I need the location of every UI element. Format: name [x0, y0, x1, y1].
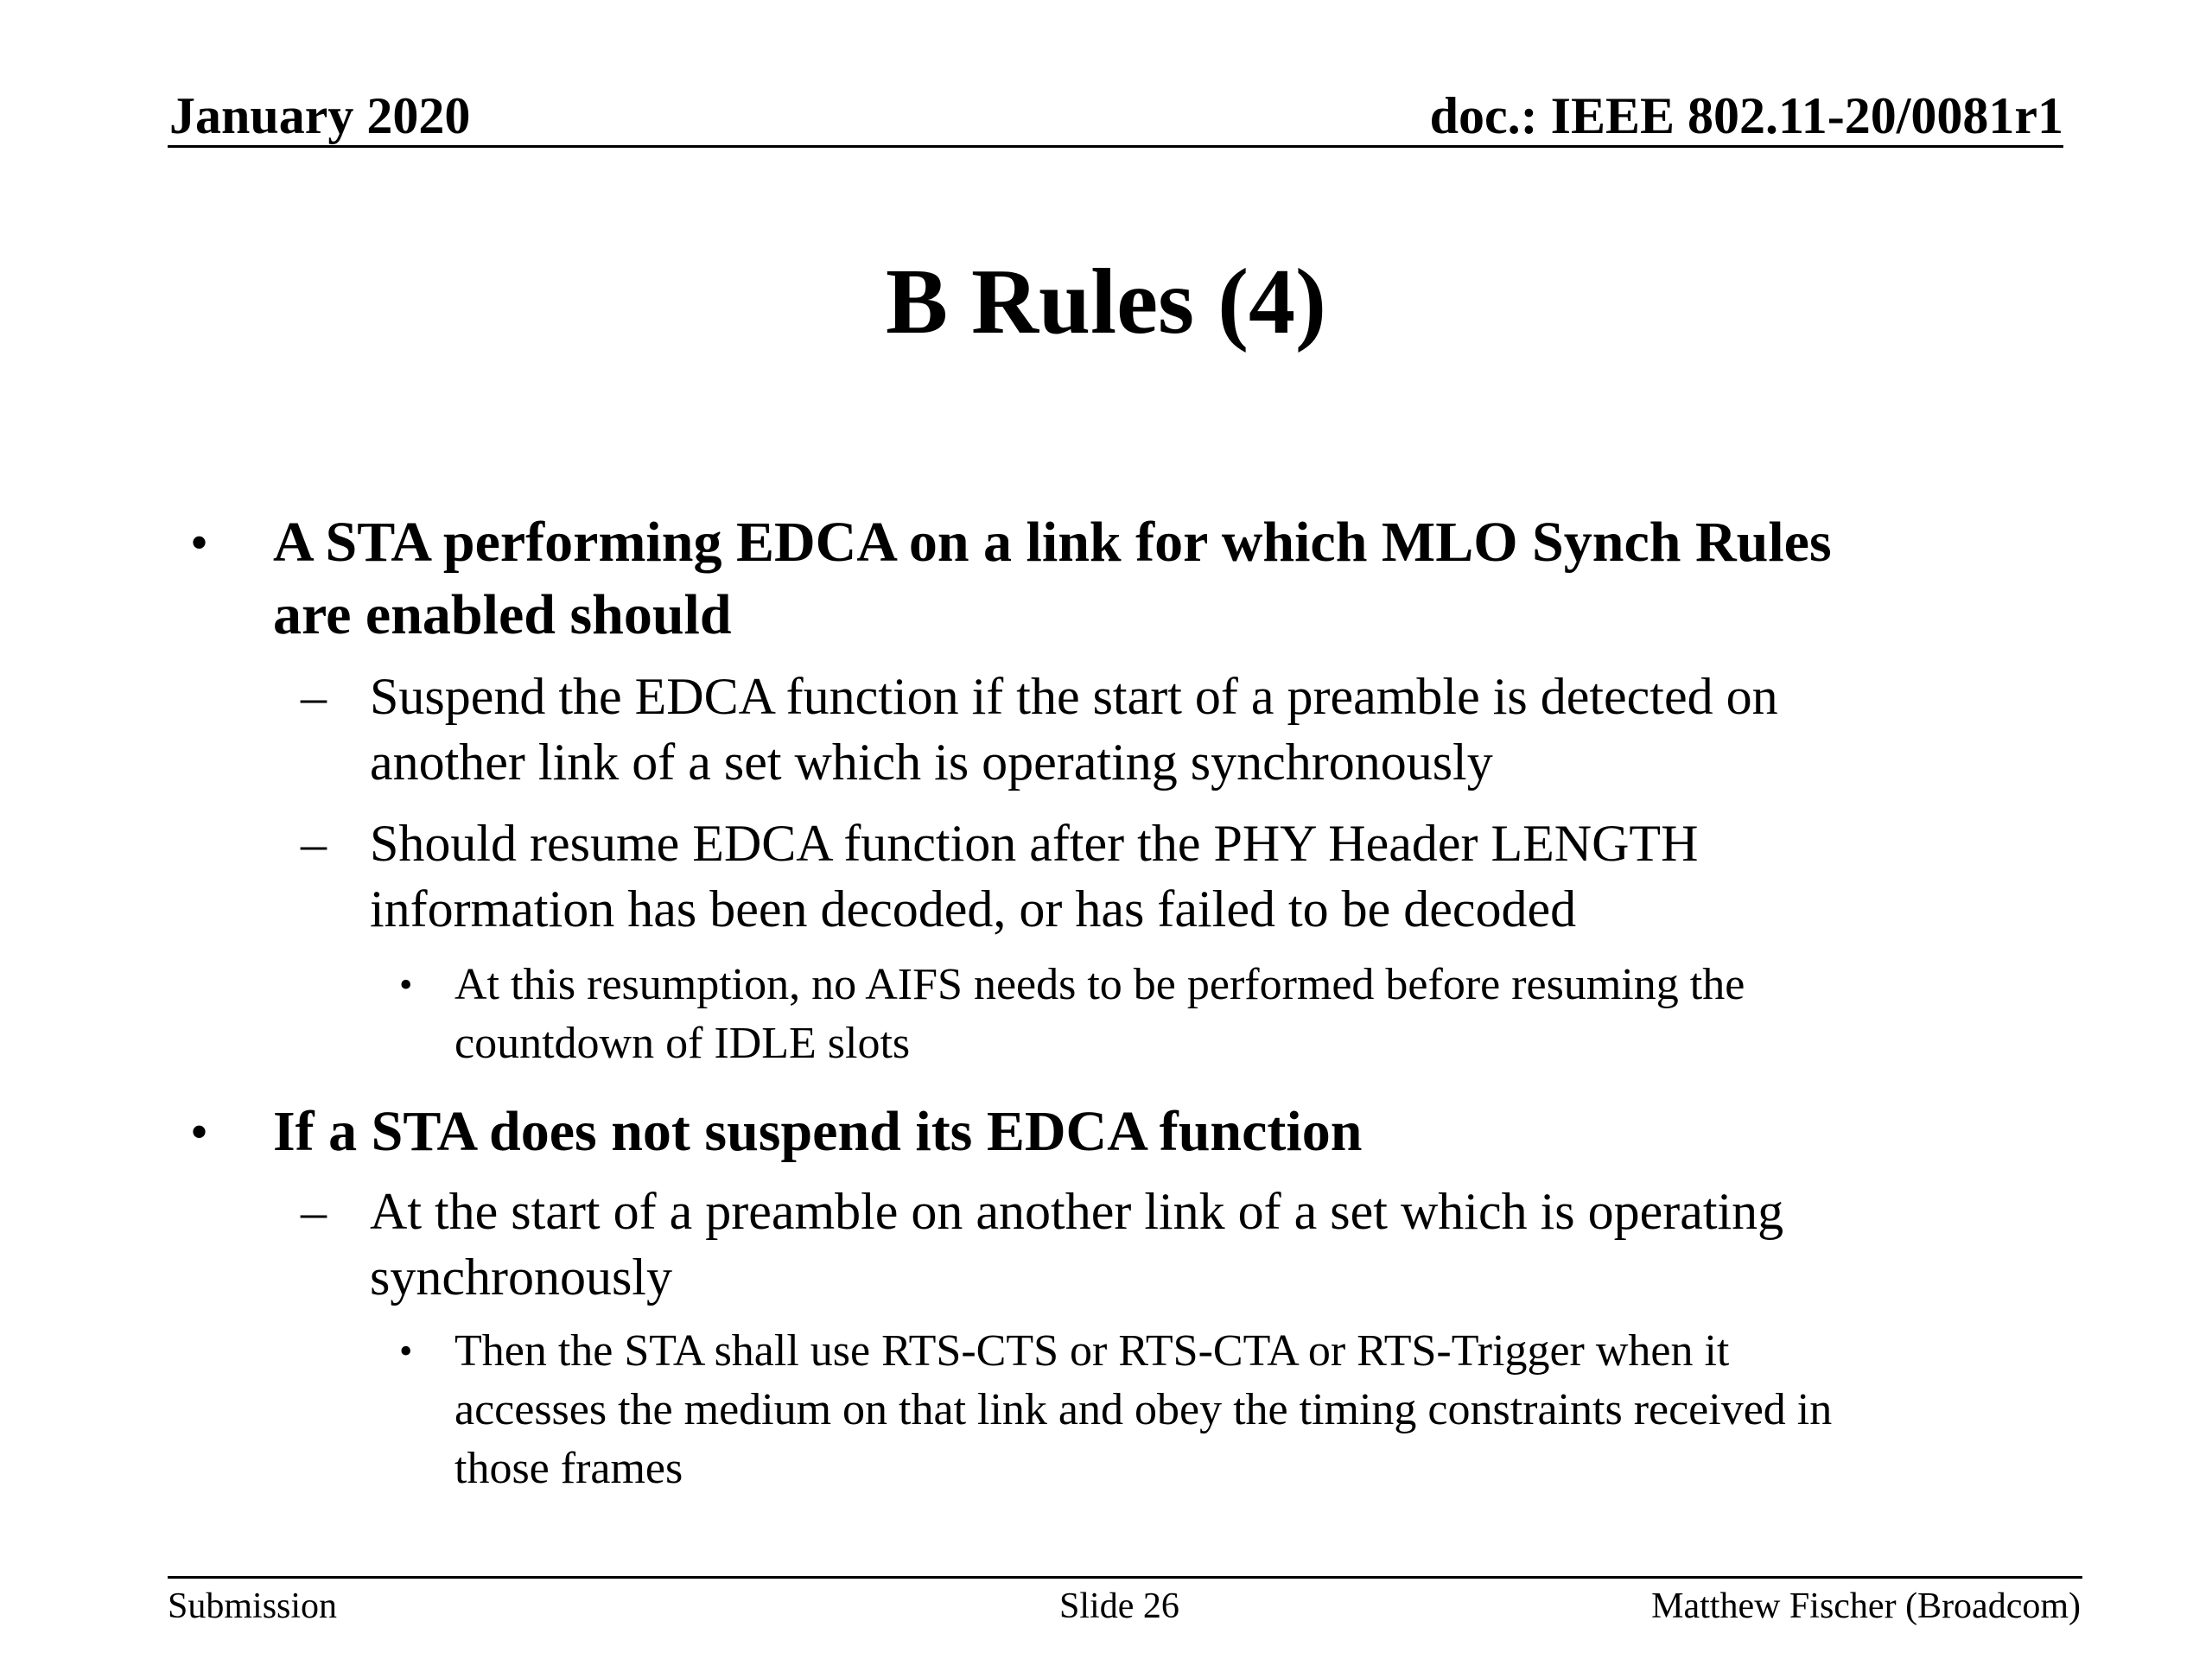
- bullet-line: If a STA does not suspend its EDCA function: [273, 1100, 1363, 1163]
- slide-title: B Rules (4): [886, 251, 1326, 353]
- bullet-line: are enabled should: [273, 583, 732, 646]
- sub-bullet-line: Should resume EDCA function after the PHY Header LENGTH: [370, 815, 1699, 872]
- footer-submission: Submission: [168, 1586, 338, 1626]
- bullet-line: A STA performing EDCA on a link for which MLO Synch Rules: [273, 511, 1832, 574]
- sub-bullet-line: At the start of a preamble on another link of a set which is operating: [370, 1183, 1784, 1240]
- sub-bullet-line: information has been decoded, or has failed to be decoded: [370, 880, 1577, 938]
- sub-sub-bullet-line: Then the STA shall use RTS-CTS or RTS-CTA or RTS-Trigger when it: [454, 1326, 1730, 1376]
- sub-bullet-marker: –: [301, 1183, 327, 1240]
- bullet-marker: •: [190, 514, 209, 571]
- sub-sub-bullet-marker: •: [399, 1330, 413, 1372]
- sub-bullet-marker: –: [301, 668, 327, 725]
- sub-sub-bullet-marker: •: [399, 963, 413, 1006]
- footer-author: Matthew Fischer (Broadcom): [1651, 1586, 2081, 1626]
- sub-sub-bullet-line: countdown of IDLE slots: [454, 1019, 911, 1068]
- header-doc-id: doc.: IEEE 802.11-20/0081r1: [1429, 87, 2063, 144]
- sub-bullet-line: synchronously: [370, 1249, 672, 1306]
- sub-bullet-line: another link of a set which is operating synchronously: [370, 734, 1493, 791]
- header-date: January 2020: [169, 87, 471, 144]
- footer-divider: [168, 1576, 2082, 1579]
- bullet-marker: •: [190, 1103, 209, 1160]
- sub-sub-bullet-line: those frames: [454, 1444, 683, 1493]
- sub-sub-bullet-line: At this resumption, no AIFS needs to be performed before resuming the: [454, 960, 1745, 1009]
- sub-bullet-line: Suspend the EDCA function if the start of a preamble is detected on: [370, 668, 1778, 725]
- sub-sub-bullet-line: accesses the medium on that link and obey the timing constraints received in: [454, 1385, 1833, 1434]
- sub-bullet-marker: –: [301, 815, 327, 872]
- footer-slide-number: Slide 26: [1059, 1586, 1179, 1626]
